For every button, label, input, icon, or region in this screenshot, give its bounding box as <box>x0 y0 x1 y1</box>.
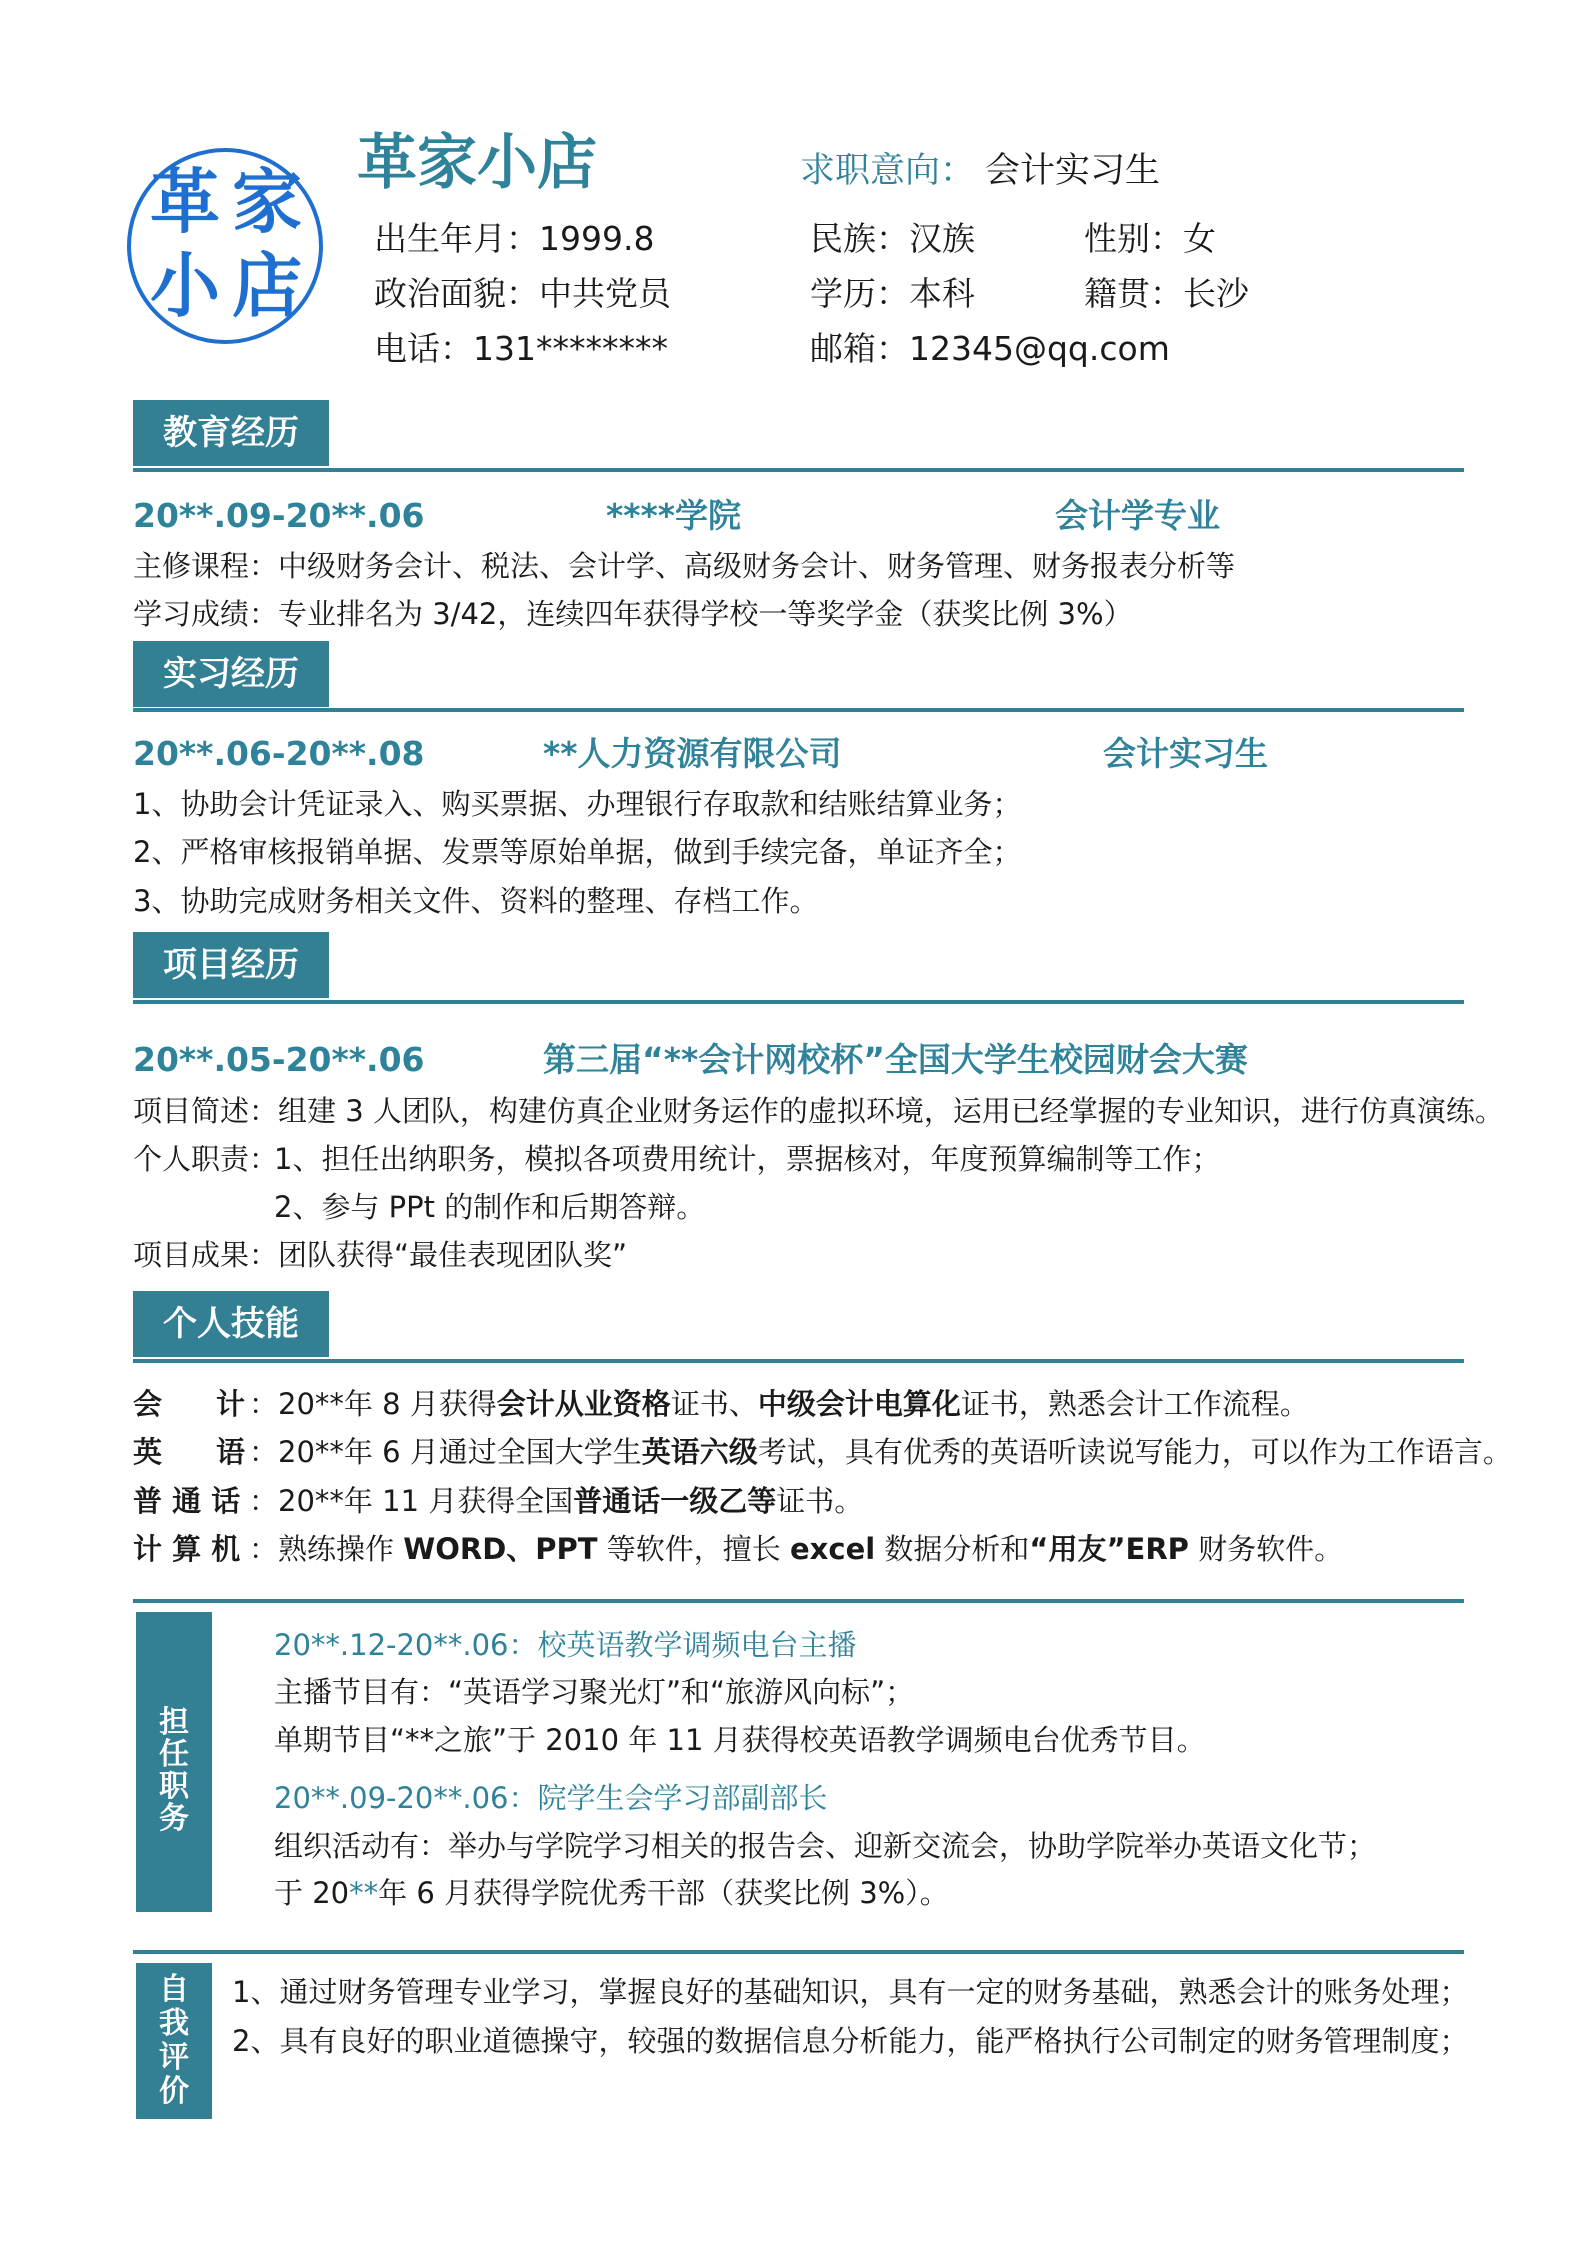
title-char: 评 <box>159 2040 189 2075</box>
internship-item: 3、协助完成财务相关文件、资料的整理、存档工作。 <box>133 884 819 918</box>
skill-computer-text: ：熟练操作 WORD、PPT 等软件，擅长 excel 数据分析和“用友”ERP 财务软件。 <box>249 1532 1344 1566</box>
title-char: 务 <box>159 1801 189 1836</box>
internship-period: 20**.06-20**.08 <box>133 734 425 773</box>
section-divider <box>133 1359 1464 1363</box>
skill-label: 计 <box>216 1387 246 1421</box>
degree-info: 学历：本科 <box>810 274 975 313</box>
project-duty-label: 个人职责： <box>133 1142 279 1176</box>
project-duty: 1、担任出纳职务，模拟各项费用统计，票据核对，年度预算编制等工作； <box>274 1142 1221 1176</box>
title-char: 价 <box>159 2074 189 2109</box>
internship-company: **人力资源有限公司 <box>543 734 842 773</box>
self-eval-line: 2、具有良好的职业道德操守，较强的数据信息分析能力，能严格执行公司制定的财务管理制度； <box>232 2024 1469 2058</box>
candidate-name: 革家小店 <box>357 128 597 198</box>
skill-label: 普 通 话 <box>133 1484 241 1518</box>
logo-char: 家 <box>232 160 302 243</box>
education-school: ****学院 <box>606 496 742 535</box>
logo-seal <box>127 148 323 344</box>
position-heading: 20**.12-20**.06：校英语教学调频电台主播 <box>274 1628 857 1662</box>
skill-accounting-text: ：20**年 8 月获得会计从业资格证书、中级会计电算化证书，熟悉会计工作流程。 <box>249 1387 1309 1421</box>
skill-english-text: ：20**年 6 月通过全国大学生英语六级考试，具有优秀的英语听读说写能力，可以作为工作语言。 <box>249 1435 1512 1469</box>
title-char: 我 <box>159 2006 189 2041</box>
position-heading: 20**.09-20**.06：院学生会学习部副部长 <box>274 1781 828 1815</box>
skill-label: 英 <box>133 1435 163 1469</box>
section-divider <box>133 1000 1464 1004</box>
gender-info: 性别：女 <box>1084 219 1216 258</box>
position-detail: 组织活动有：举办与学院学习相关的报告会、迎新交流会，协助学院举办英语文化节； <box>274 1829 1377 1863</box>
education-section-title: 教育经历 <box>133 400 329 466</box>
skill-label: 语 <box>216 1435 246 1469</box>
skill-mandarin-text: ：20**年 11 月获得全国普通话一级乙等证书。 <box>249 1484 864 1518</box>
skill-label: 计 算 机 <box>133 1532 241 1566</box>
education-courses: 主修课程：中级财务会计、税法、会计学、高级财务会计、财务管理、财务报表分析等 <box>133 549 1236 583</box>
logo-char: 小 <box>150 244 220 327</box>
logo-char: 革 <box>150 160 220 243</box>
origin-info: 籍贯：长沙 <box>1084 274 1249 313</box>
section-divider <box>133 708 1464 712</box>
internship-item: 1、协助会计凭证录入、购买票据、办理银行存取款和结账结算业务； <box>133 787 1022 821</box>
project-name: 第三届“**会计网校杯”全国大学生校园财会大赛 <box>543 1040 1248 1079</box>
project-result: 项目成果：团队获得“最佳表现团队奖” <box>133 1238 628 1272</box>
internship-item: 2、严格审核报销单据、发票等原始单据，做到手续完备，单证齐全； <box>133 835 1022 869</box>
self-eval-section-title <box>136 1963 212 2119</box>
skill-label: 会 <box>133 1387 163 1421</box>
education-period: 20**.09-20**.06 <box>133 496 425 535</box>
position-detail: 单期节目“**之旅”于 2010 年 11 月获得校英语教学调频电台优秀节目。 <box>274 1723 1206 1757</box>
position-detail: 于 20**年 6 月获得学院优秀干部（获奖比例 3%）。 <box>274 1876 949 1910</box>
title-char: 担 <box>159 1705 189 1740</box>
positions-section-title <box>136 1612 212 1912</box>
birth-info: 出生年月：1999.8 <box>374 219 655 258</box>
project-section-title: 项目经历 <box>133 932 329 998</box>
intent-value: 会计实习生 <box>985 151 1161 191</box>
section-divider <box>133 1950 1464 1954</box>
title-char: 任 <box>159 1737 189 1772</box>
phone-info: 电话：131******** <box>374 329 668 368</box>
logo-char: 店 <box>232 244 302 327</box>
position-detail: 主播节目有：“英语学习聚光灯”和“旅游风向标”； <box>274 1675 915 1709</box>
project-summary: 项目简述：组建 3 人团队，构建仿真企业财务运作的虚拟环境，运用已经掌握的专业知识，进行仿真演练。 <box>133 1094 1504 1128</box>
internship-role: 会计实习生 <box>1103 734 1268 773</box>
title-char: 自 <box>159 1972 189 2007</box>
section-divider <box>133 468 1464 472</box>
project-period: 20**.05-20**.06 <box>133 1040 425 1079</box>
skills-section-title: 个人技能 <box>133 1291 329 1357</box>
education-major: 会计学专业 <box>1055 496 1220 535</box>
title-char: 职 <box>159 1769 189 1804</box>
section-divider <box>133 1599 1464 1603</box>
intent-label: 求职意向： <box>800 151 976 191</box>
politics-info: 政治面貌：中共党员 <box>374 274 671 313</box>
education-achievement: 学习成绩：专业排名为 3/42，连续四年获得学校一等奖学金（获奖比例 3%） <box>133 597 1133 631</box>
self-eval-line: 1、通过财务管理专业学习，掌握良好的基础知识，具有一定的财务基础，熟悉会计的账务处理； <box>232 1975 1469 2009</box>
email-info: 邮箱：12345@qq.com <box>810 329 1170 368</box>
project-duty: 2、参与 PPt 的制作和后期答辩。 <box>274 1190 706 1224</box>
internship-section-title: 实习经历 <box>133 641 329 707</box>
ethnicity-info: 民族：汉族 <box>810 219 975 258</box>
